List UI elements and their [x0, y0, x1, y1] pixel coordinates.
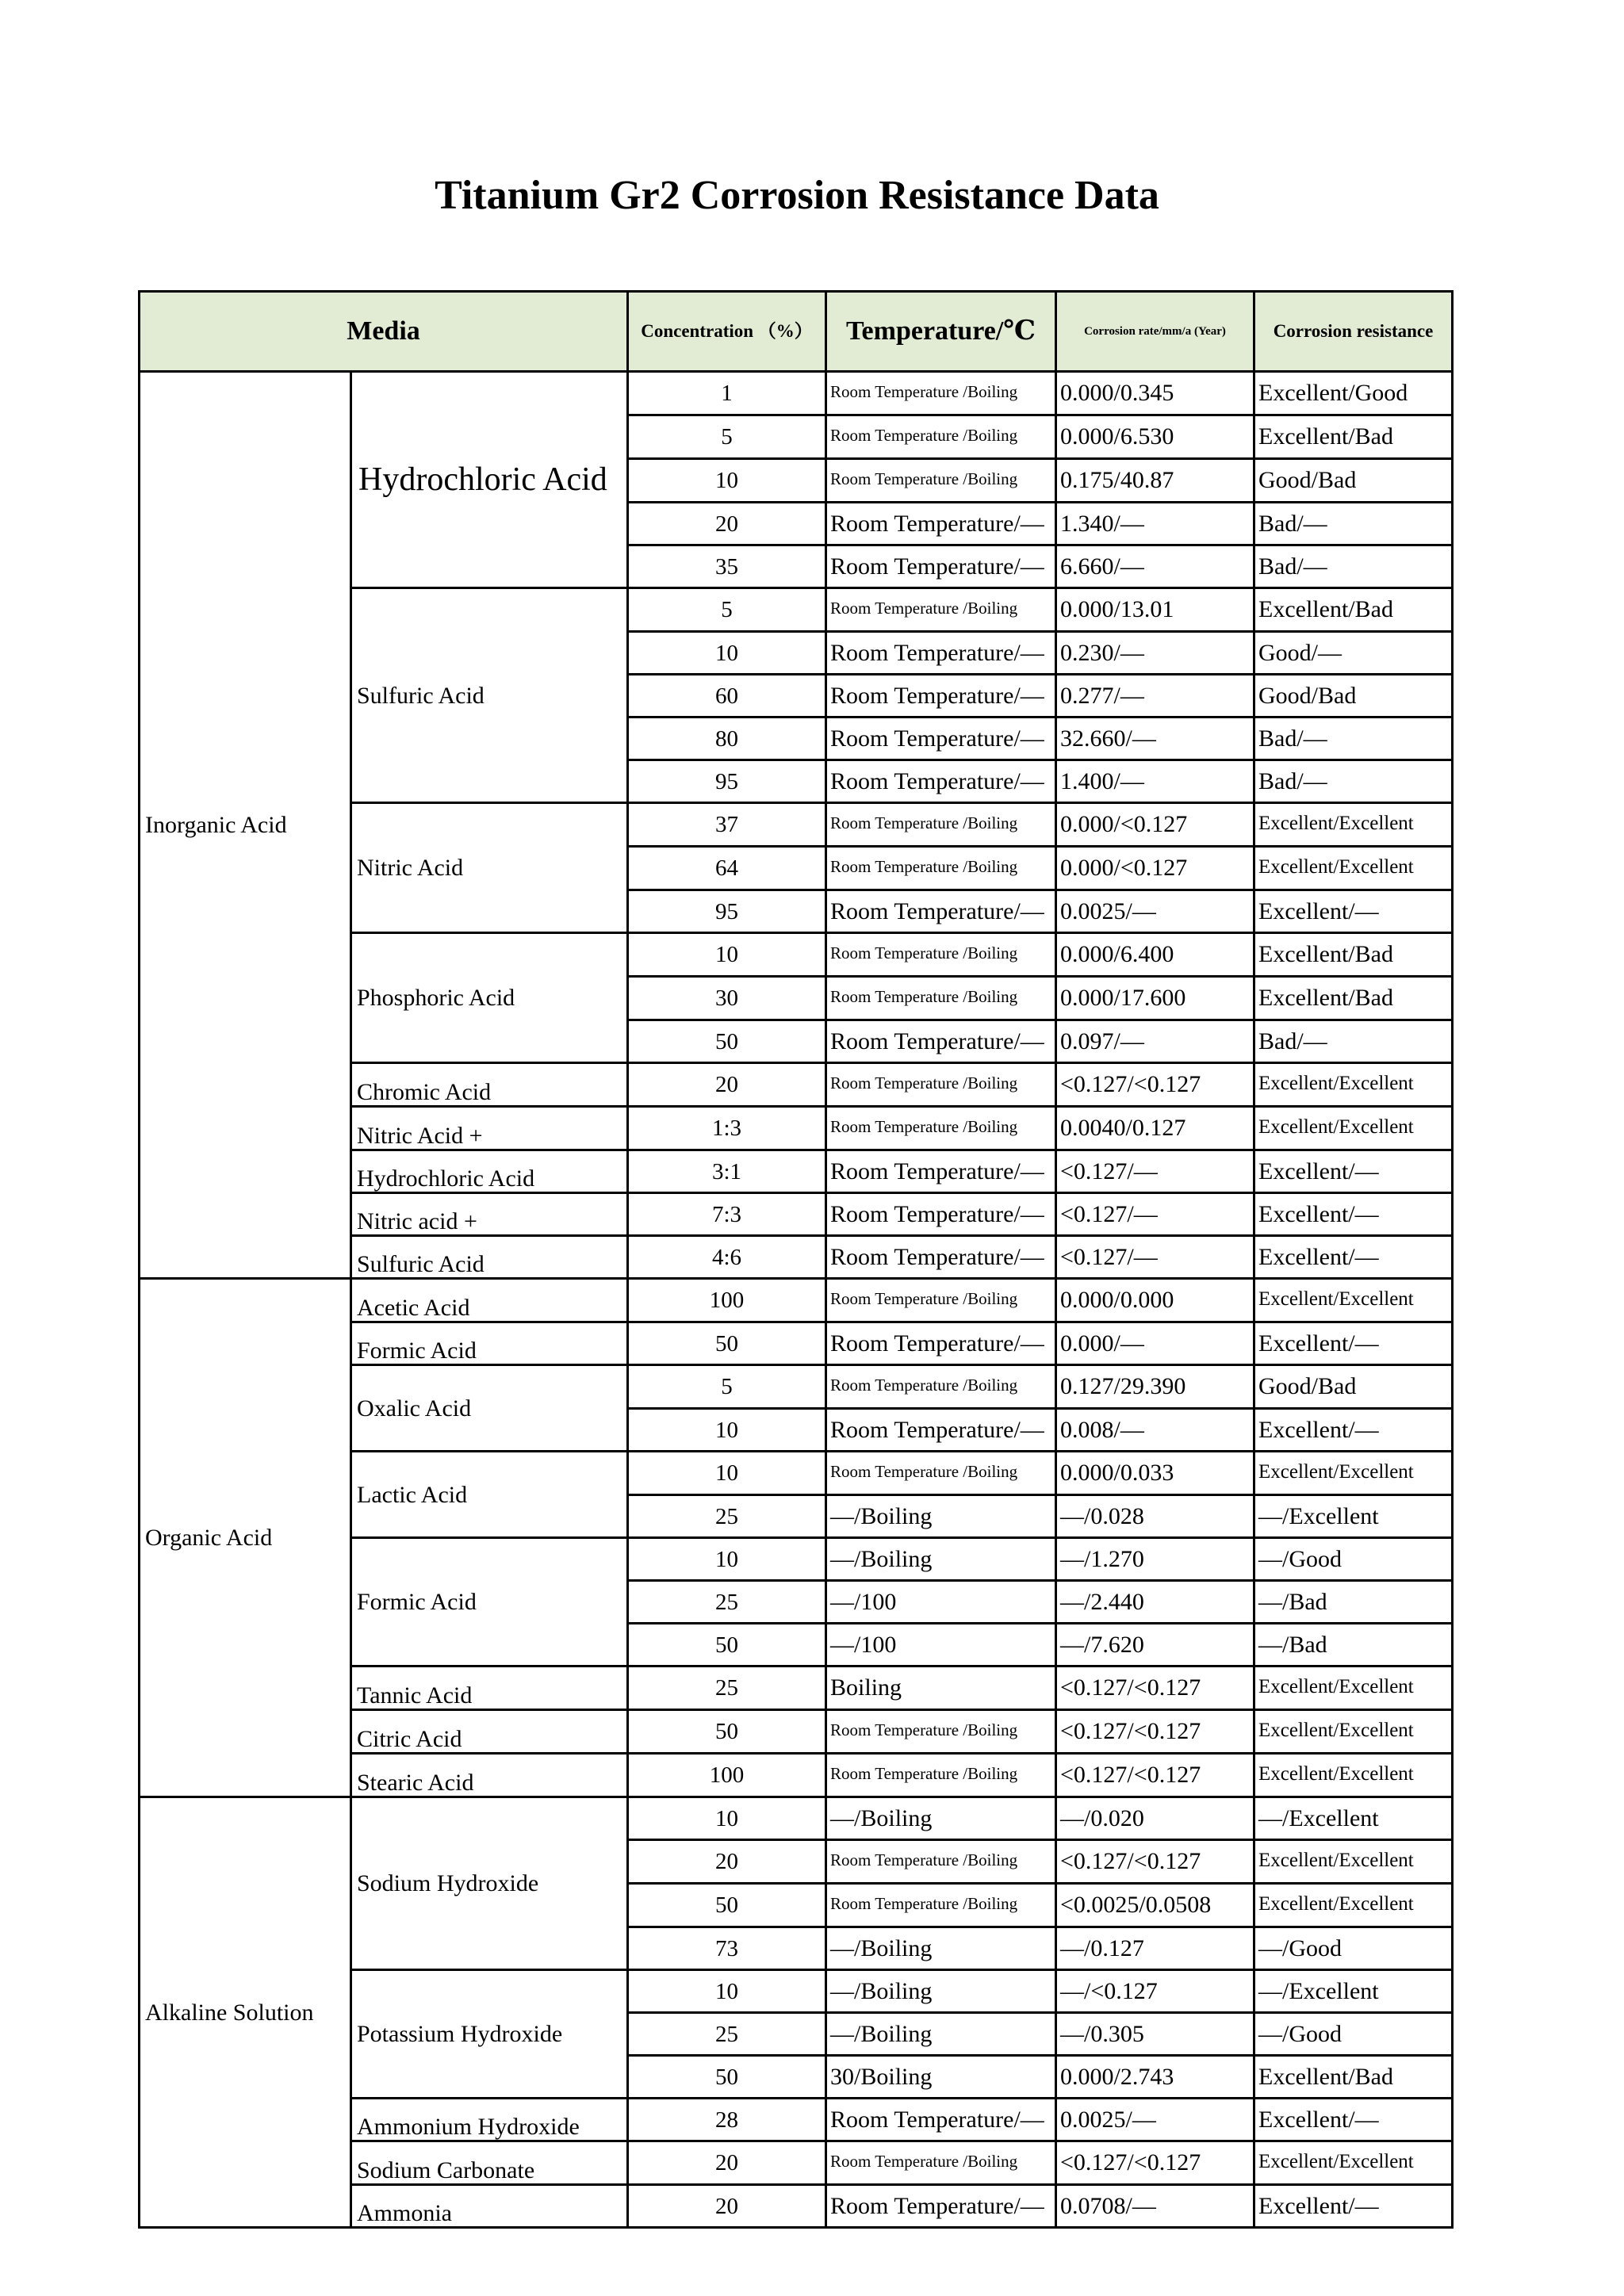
temperature-cell: Room Temperature /Boiling: [826, 1754, 1056, 1797]
corrosion-resistance-cell: Excellent/Bad: [1254, 933, 1453, 977]
temperature-cell: —/100: [826, 1581, 1056, 1624]
concentration-cell: 60: [628, 675, 826, 718]
temperature-cell: 30/Boiling: [826, 2056, 1056, 2099]
corrosion-resistance-cell: Good/Bad: [1254, 1365, 1453, 1409]
concentration-cell: 80: [628, 718, 826, 760]
corrosion-resistance-cell: Excellent/Excellent: [1254, 1667, 1453, 1710]
page-title: Titanium Gr2 Corrosion Resistance Data: [435, 173, 1159, 218]
temperature-cell: Room Temperature/—: [826, 1322, 1056, 1365]
concentration-cell: 73: [628, 1927, 826, 1970]
temperature-cell: Room Temperature/—: [826, 632, 1056, 675]
corrosion-resistance-cell: —/Good: [1254, 2013, 1453, 2056]
corrosion-resistance-cell: —/Bad: [1254, 1581, 1453, 1624]
corrosion-rate-cell: —/0.305: [1056, 2013, 1254, 2056]
corrosion-resistance-cell: Good/Bad: [1254, 675, 1453, 718]
concentration-cell: 28: [628, 2099, 826, 2141]
corrosion-rate-cell: 0.000/6.400: [1056, 933, 1254, 977]
table-row: [140, 372, 1453, 415]
concentration-cell: 20: [628, 1063, 826, 1107]
concentration-cell: 10: [628, 933, 826, 977]
corrosion-resistance-cell: —/Bad: [1254, 1624, 1453, 1667]
header-concentration: Concentration （%）: [628, 292, 826, 372]
header-corrosion-resistance: Corrosion resistance: [1254, 292, 1453, 372]
table-header-row: [140, 292, 1453, 372]
temperature-cell: Room Temperature /Boiling: [826, 1063, 1056, 1107]
corrosion-resistance-cell: Excellent/—: [1254, 2185, 1453, 2228]
corrosion-resistance-cell: Bad/—: [1254, 545, 1453, 588]
temperature-cell: Boiling: [826, 1667, 1056, 1710]
media-cell: Sulfuric Acid: [351, 1236, 628, 1279]
corrosion-rate-cell: 1.340/—: [1056, 503, 1254, 545]
corrosion-resistance-cell: Bad/—: [1254, 760, 1453, 803]
corrosion-resistance-cell: Excellent/Excellent: [1254, 1063, 1453, 1107]
corrosion-rate-cell: 0.000/17.600: [1056, 977, 1254, 1020]
media-cell: Sodium Carbonate: [351, 2141, 628, 2185]
temperature-cell: Room Temperature/—: [826, 545, 1056, 588]
concentration-cell: 25: [628, 2013, 826, 2056]
corrosion-resistance-cell: Excellent/Bad: [1254, 2056, 1453, 2099]
media-cell: Chromic Acid: [351, 1063, 628, 1107]
corrosion-resistance-cell: Excellent/—: [1254, 1409, 1453, 1452]
temperature-cell: —/Boiling: [826, 1495, 1056, 1538]
temperature-cell: Room Temperature /Boiling: [826, 977, 1056, 1020]
corrosion-resistance-cell: Excellent/Good: [1254, 372, 1453, 415]
media-cell: Hydrochloric Acid: [351, 1150, 628, 1193]
temperature-cell: —/100: [826, 1624, 1056, 1667]
corrosion-rate-cell: 0.000/0.000: [1056, 1279, 1254, 1322]
corrosion-resistance-cell: Excellent/Excellent: [1254, 1279, 1453, 1322]
table-row: [140, 1279, 1453, 1322]
corrosion-resistance-cell: Excellent/Excellent: [1254, 1107, 1453, 1150]
corrosion-rate-cell: —/0.127: [1056, 1927, 1254, 1970]
media-cell: Stearic Acid: [351, 1754, 628, 1797]
corrosion-resistance-cell: —/Excellent: [1254, 1797, 1453, 1840]
corrosion-rate-cell: 0.097/—: [1056, 1020, 1254, 1063]
concentration-cell: 20: [628, 2141, 826, 2185]
temperature-cell: Room Temperature/—: [826, 1193, 1056, 1236]
concentration-cell: 25: [628, 1581, 826, 1624]
header-media: Media: [140, 292, 628, 372]
corrosion-rate-cell: 0.000/<0.127: [1056, 847, 1254, 890]
table-row: [140, 1797, 1453, 1840]
media-cell: Sodium Hydroxide: [351, 1797, 628, 1970]
corrosion-resistance-cell: Excellent/Excellent: [1254, 1884, 1453, 1927]
concentration-cell: 5: [628, 1365, 826, 1409]
temperature-cell: Room Temperature/—: [826, 2099, 1056, 2141]
temperature-cell: Room Temperature /Boiling: [826, 1710, 1056, 1754]
concentration-cell: 1:3: [628, 1107, 826, 1150]
corrosion-rate-cell: 0.0708/—: [1056, 2185, 1254, 2228]
temperature-cell: Room Temperature/—: [826, 675, 1056, 718]
corrosion-resistance-cell: Excellent/Excellent: [1254, 1754, 1453, 1797]
temperature-cell: Room Temperature /Boiling: [826, 1279, 1056, 1322]
concentration-cell: 10: [628, 1409, 826, 1452]
corrosion-table: [138, 290, 1454, 2229]
corrosion-resistance-cell: Bad/—: [1254, 718, 1453, 760]
temperature-cell: Room Temperature /Boiling: [826, 1107, 1056, 1150]
media-cell: Phosphoric Acid: [351, 933, 628, 1063]
corrosion-rate-cell: 0.008/—: [1056, 1409, 1254, 1452]
corrosion-resistance-cell: —/Excellent: [1254, 1495, 1453, 1538]
temperature-cell: Room Temperature/—: [826, 760, 1056, 803]
corrosion-resistance-cell: Excellent/—: [1254, 2099, 1453, 2141]
corrosion-rate-cell: 6.660/—: [1056, 545, 1254, 588]
temperature-cell: Room Temperature/—: [826, 1236, 1056, 1279]
corrosion-rate-cell: <0.127/<0.127: [1056, 1063, 1254, 1107]
corrosion-resistance-cell: Excellent/Excellent: [1254, 1710, 1453, 1754]
corrosion-resistance-cell: Excellent/—: [1254, 1193, 1453, 1236]
concentration-cell: 25: [628, 1667, 826, 1710]
corrosion-rate-cell: <0.127/—: [1056, 1150, 1254, 1193]
corrosion-resistance-cell: Good/Bad: [1254, 459, 1453, 503]
temperature-cell: Room Temperature /Boiling: [826, 588, 1056, 632]
media-cell: Ammonia: [351, 2185, 628, 2228]
concentration-cell: 100: [628, 1279, 826, 1322]
corrosion-rate-cell: 0.175/40.87: [1056, 459, 1254, 503]
media-cell: Nitric Acid: [351, 803, 628, 933]
corrosion-resistance-cell: Excellent/Excellent: [1254, 1452, 1453, 1495]
concentration-cell: 50: [628, 1710, 826, 1754]
corrosion-rate-cell: 0.0025/—: [1056, 890, 1254, 933]
corrosion-rate-cell: 0.000/—: [1056, 1322, 1254, 1365]
temperature-cell: Room Temperature/—: [826, 1020, 1056, 1063]
concentration-cell: 10: [628, 1452, 826, 1495]
media-cell: Tannic Acid: [351, 1667, 628, 1710]
corrosion-resistance-cell: Excellent/Excellent: [1254, 1840, 1453, 1884]
media-cell: Lactic Acid: [351, 1452, 628, 1538]
temperature-cell: Room Temperature /Boiling: [826, 2141, 1056, 2185]
corrosion-rate-cell: 0.000/0.345: [1056, 372, 1254, 415]
temperature-cell: —/Boiling: [826, 1927, 1056, 1970]
corrosion-rate-cell: 0.000/2.743: [1056, 2056, 1254, 2099]
concentration-cell: 20: [628, 1840, 826, 1884]
temperature-cell: Room Temperature /Boiling: [826, 459, 1056, 503]
temperature-cell: Room Temperature /Boiling: [826, 933, 1056, 977]
corrosion-rate-cell: <0.127/—: [1056, 1193, 1254, 1236]
concentration-cell: 50: [628, 1624, 826, 1667]
temperature-cell: Room Temperature/—: [826, 1150, 1056, 1193]
concentration-cell: 10: [628, 459, 826, 503]
concentration-cell: 25: [628, 1495, 826, 1538]
corrosion-resistance-cell: Excellent/Excellent: [1254, 847, 1453, 890]
corrosion-rate-cell: 0.000/6.530: [1056, 415, 1254, 459]
concentration-cell: 5: [628, 415, 826, 459]
category-cell: Alkaline Solution: [140, 1797, 351, 2228]
corrosion-resistance-cell: Excellent/—: [1254, 1236, 1453, 1279]
corrosion-rate-cell: <0.0025/0.0508: [1056, 1884, 1254, 1927]
corrosion-rate-cell: —/0.020: [1056, 1797, 1254, 1840]
temperature-cell: Room Temperature /Boiling: [826, 1884, 1056, 1927]
concentration-cell: 7:3: [628, 1193, 826, 1236]
concentration-cell: 10: [628, 632, 826, 675]
corrosion-rate-cell: 0.000/<0.127: [1056, 803, 1254, 847]
corrosion-rate-cell: <0.127/<0.127: [1056, 1710, 1254, 1754]
temperature-cell: —/Boiling: [826, 1797, 1056, 1840]
corrosion-rate-cell: 0.230/—: [1056, 632, 1254, 675]
header-corrosion-rate: Corrosion rate/mm/a (Year): [1056, 292, 1254, 372]
corrosion-resistance-cell: Excellent/—: [1254, 1150, 1453, 1193]
temperature-cell: Room Temperature /Boiling: [826, 1452, 1056, 1495]
concentration-cell: 1: [628, 372, 826, 415]
category-cell: Inorganic Acid: [140, 372, 351, 1279]
header-temperature: Temperature/℃: [826, 292, 1056, 372]
corrosion-rate-cell: 1.400/—: [1056, 760, 1254, 803]
media-cell: Formic Acid: [351, 1538, 628, 1667]
corrosion-rate-cell: 0.277/—: [1056, 675, 1254, 718]
corrosion-resistance-cell: Excellent/—: [1254, 1322, 1453, 1365]
concentration-cell: 30: [628, 977, 826, 1020]
media-cell: Ammonium Hydroxide: [351, 2099, 628, 2141]
corrosion-resistance-cell: —/Excellent: [1254, 1970, 1453, 2013]
temperature-cell: Room Temperature/—: [826, 718, 1056, 760]
concentration-cell: 10: [628, 1970, 826, 2013]
corrosion-resistance-cell: Excellent/Bad: [1254, 588, 1453, 632]
corrosion-rate-cell: —/<0.127: [1056, 1970, 1254, 2013]
media-cell: Potassium Hydroxide: [351, 1970, 628, 2099]
corrosion-rate-cell: —/7.620: [1056, 1624, 1254, 1667]
corrosion-rate-cell: 0.000/13.01: [1056, 588, 1254, 632]
corrosion-rate-cell: —/2.440: [1056, 1581, 1254, 1624]
temperature-cell: Room Temperature /Boiling: [826, 415, 1056, 459]
media-cell: Nitric acid +: [351, 1193, 628, 1236]
media-cell: Formic Acid: [351, 1322, 628, 1365]
corrosion-rate-cell: <0.127/<0.127: [1056, 2141, 1254, 2185]
temperature-cell: Room Temperature /Boiling: [826, 372, 1056, 415]
corrosion-resistance-cell: Excellent/Excellent: [1254, 803, 1453, 847]
corrosion-resistance-cell: Excellent/Bad: [1254, 415, 1453, 459]
corrosion-rate-cell: —/1.270: [1056, 1538, 1254, 1581]
media-cell: Nitric Acid +: [351, 1107, 628, 1150]
category-cell: Organic Acid: [140, 1279, 351, 1797]
corrosion-rate-cell: <0.127/<0.127: [1056, 1754, 1254, 1797]
corrosion-rate-cell: 32.660/—: [1056, 718, 1254, 760]
concentration-cell: 3:1: [628, 1150, 826, 1193]
temperature-cell: —/Boiling: [826, 1970, 1056, 2013]
corrosion-resistance-cell: Bad/—: [1254, 1020, 1453, 1063]
temperature-cell: Room Temperature /Boiling: [826, 803, 1056, 847]
corrosion-rate-cell: —/0.028: [1056, 1495, 1254, 1538]
concentration-cell: 50: [628, 1322, 826, 1365]
temperature-cell: Room Temperature/—: [826, 890, 1056, 933]
media-cell: Citric Acid: [351, 1710, 628, 1754]
media-cell: Acetic Acid: [351, 1279, 628, 1322]
temperature-cell: —/Boiling: [826, 1538, 1056, 1581]
concentration-cell: 5: [628, 588, 826, 632]
corrosion-resistance-cell: Excellent/—: [1254, 890, 1453, 933]
temperature-cell: Room Temperature /Boiling: [826, 1365, 1056, 1409]
concentration-cell: 37: [628, 803, 826, 847]
corrosion-resistance-cell: Excellent/Excellent: [1254, 2141, 1453, 2185]
corrosion-resistance-cell: Bad/—: [1254, 503, 1453, 545]
media-cell: Hydrochloric Acid: [351, 372, 628, 588]
temperature-cell: Room Temperature/—: [826, 2185, 1056, 2228]
corrosion-rate-cell: 0.127/29.390: [1056, 1365, 1254, 1409]
concentration-cell: 64: [628, 847, 826, 890]
corrosion-resistance-cell: Good/—: [1254, 632, 1453, 675]
media-cell: Sulfuric Acid: [351, 588, 628, 803]
concentration-cell: 10: [628, 1797, 826, 1840]
concentration-cell: 100: [628, 1754, 826, 1797]
temperature-cell: —/Boiling: [826, 2013, 1056, 2056]
temperature-cell: Room Temperature/—: [826, 503, 1056, 545]
concentration-cell: 50: [628, 1020, 826, 1063]
concentration-cell: 4:6: [628, 1236, 826, 1279]
temperature-cell: Room Temperature /Boiling: [826, 847, 1056, 890]
corrosion-rate-cell: <0.127/<0.127: [1056, 1840, 1254, 1884]
concentration-cell: 50: [628, 1884, 826, 1927]
corrosion-rate-cell: 0.0040/0.127: [1056, 1107, 1254, 1150]
temperature-cell: Room Temperature/—: [826, 1409, 1056, 1452]
corrosion-rate-cell: <0.127/<0.127: [1056, 1667, 1254, 1710]
temperature-cell: Room Temperature /Boiling: [826, 1840, 1056, 1884]
concentration-cell: 95: [628, 760, 826, 803]
corrosion-resistance-cell: —/Good: [1254, 1538, 1453, 1581]
concentration-cell: 10: [628, 1538, 826, 1581]
corrosion-resistance-cell: Excellent/Bad: [1254, 977, 1453, 1020]
corrosion-rate-cell: <0.127/—: [1056, 1236, 1254, 1279]
concentration-cell: 50: [628, 2056, 826, 2099]
concentration-cell: 35: [628, 545, 826, 588]
concentration-cell: 20: [628, 2185, 826, 2228]
corrosion-rate-cell: 0.0025/—: [1056, 2099, 1254, 2141]
corrosion-resistance-cell: —/Good: [1254, 1927, 1453, 1970]
concentration-cell: 95: [628, 890, 826, 933]
media-cell: Oxalic Acid: [351, 1365, 628, 1452]
concentration-cell: 20: [628, 503, 826, 545]
corrosion-rate-cell: 0.000/0.033: [1056, 1452, 1254, 1495]
